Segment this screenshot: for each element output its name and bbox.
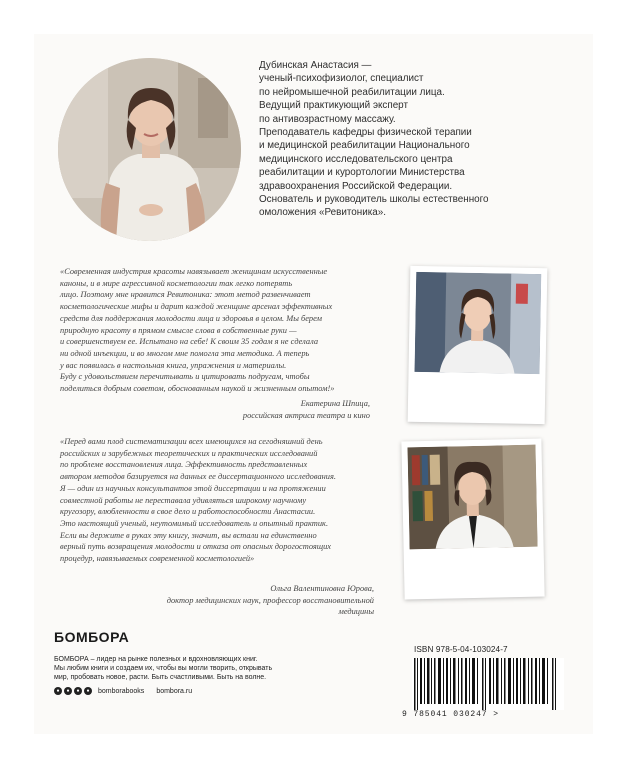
testimonial-1-author-title: российская актриса театра и кино <box>242 410 370 420</box>
back-cover <box>34 34 593 734</box>
quote-line: Я — один из научных консультантов этой диссертации и на протяжении <box>60 483 326 493</box>
quote-line: «Современная индустрия красоты навязывает женщинам искусственные <box>60 267 328 276</box>
social-network-icon: ● <box>64 687 72 695</box>
social-network-icon: ● <box>74 687 82 695</box>
quote-line: верный путь возвращения молодости и отказа от опасных дорогостоящих <box>60 542 332 552</box>
author-portrait-photo <box>58 58 241 241</box>
publisher-text-line: БОМБОРА – лидер на рынке полезных и вдохновляющих книг. <box>54 656 258 663</box>
quote-line: поделиться добрым советом, обоснованным наукой и жизненным опытом!» <box>60 384 335 394</box>
testimonial-quote-1 <box>60 266 390 395</box>
quote-line: природную красоту в прямом смысле слова в собственные руки — <box>60 325 297 335</box>
quote-line: Буду с удовольствием перечитывать и цитировать подругам, чтобы <box>60 372 310 382</box>
publisher-description <box>54 656 294 682</box>
quote-line: ни одной инъекции, и во многом мне помогла эта методика. А теперь <box>60 348 310 358</box>
publisher-text-line: мир, пробовать новое, расти. Быть счастливыми. Быть на волне. <box>54 673 267 681</box>
bio-line: медицинского исследовательского центра <box>259 153 453 165</box>
quote-line: по проблеме восстановления лица. Эффективность представленных <box>60 460 308 470</box>
quote-line: автором методов базируется на данных ее диссертационного исследования. <box>60 472 336 482</box>
quote-line: косметологические мифы и дарит каждой женщине арсенал эффективных <box>60 302 333 312</box>
bio-line: ученый-психофизиолог, специалист <box>259 73 424 85</box>
barcode <box>412 658 564 710</box>
quote-line: каноны, и в мире агрессивной косметологии так легко потерять <box>60 278 293 288</box>
publisher-website: bombora.ru <box>156 687 193 695</box>
quote-line: «Перед вами плод систематизации всех имеющихся на сегодняшний день <box>60 437 323 446</box>
testimonial-quote-2 <box>60 436 390 565</box>
quote-line: лицо. Поэтому мне нравится Ревитоника: этот метод развенчивает <box>60 290 311 300</box>
quote-line: кругозору, влюбленности в свое дело и работоспособности Анастасии. <box>60 507 316 517</box>
social-network-icon: ● <box>84 687 92 695</box>
quote-line: процедур, навязываемых современной косметологией» <box>60 554 255 564</box>
testimonial-1-author-name: Екатерина Шпица, <box>300 399 370 408</box>
quote-line: и совершенствуем ее. Испытано на себе! К своим 35 годам я не сделала <box>60 337 319 347</box>
publisher-text-line: Мы любим книги и создаем их, чтобы вы могли творить, открывать <box>54 664 273 672</box>
quote-line: российских и зарубежных теоретических и практических исследований <box>60 448 318 458</box>
barcode-digits: 9 785041 030247 > <box>402 710 499 719</box>
testimonial-1-photo <box>408 266 548 424</box>
testimonial-2-photo <box>401 439 544 600</box>
quote-line: совместной работы не переставала удивляться широкому научному <box>60 495 307 505</box>
bio-line: Ведущий практикующий эксперт <box>259 100 408 112</box>
bio-line: по нейромышечной реабилитации лица. <box>259 86 445 98</box>
testimonial-2-author-title: доктор медицинских наук, профессор восстановительной медицины <box>166 595 374 617</box>
testimonial-2-attribution <box>154 583 374 618</box>
social-handle: bomborabooks <box>98 687 145 695</box>
bio-line: омоложения «Ревитоника». <box>259 207 387 219</box>
bio-line: реабилитации и курортологии Министерства <box>259 167 465 179</box>
social-links <box>54 687 192 695</box>
quote-line: у вас появилась в настольная книга, упражнения и материалы. <box>60 360 287 370</box>
testimonial-2-author-name: Ольга Валентиновна Юрова, <box>270 584 374 593</box>
author-bio <box>259 59 579 220</box>
bio-line: Основатель и руководитель школы естественного <box>259 194 489 206</box>
social-network-icon: ● <box>54 687 62 695</box>
testimonial-1-attribution <box>230 398 370 421</box>
publisher-logo: БОМБОРА <box>54 629 130 645</box>
bio-line: Преподаватель кафедры физической терапии <box>259 127 472 139</box>
bio-line: и медицинской реабилитации Национального <box>259 140 470 152</box>
isbn-label: ISBN 978-5-04-103024-7 <box>414 645 508 654</box>
bio-line: здравоохранения Российской Федерации. <box>259 180 453 192</box>
quote-line: средств для поддержания молодости лица и здоровья в целом. Мы берем <box>60 313 322 323</box>
bio-line: по антивозрастному массажу. <box>259 113 396 125</box>
bio-line: Дубинская Анастасия — <box>259 60 372 71</box>
quote-line: Это настоящий ученый, неутомимый исследователь и опытный практик. <box>60 518 329 528</box>
quote-line: Если вы держите в руках эту книгу, значит, вы встали на единственно <box>60 530 317 540</box>
